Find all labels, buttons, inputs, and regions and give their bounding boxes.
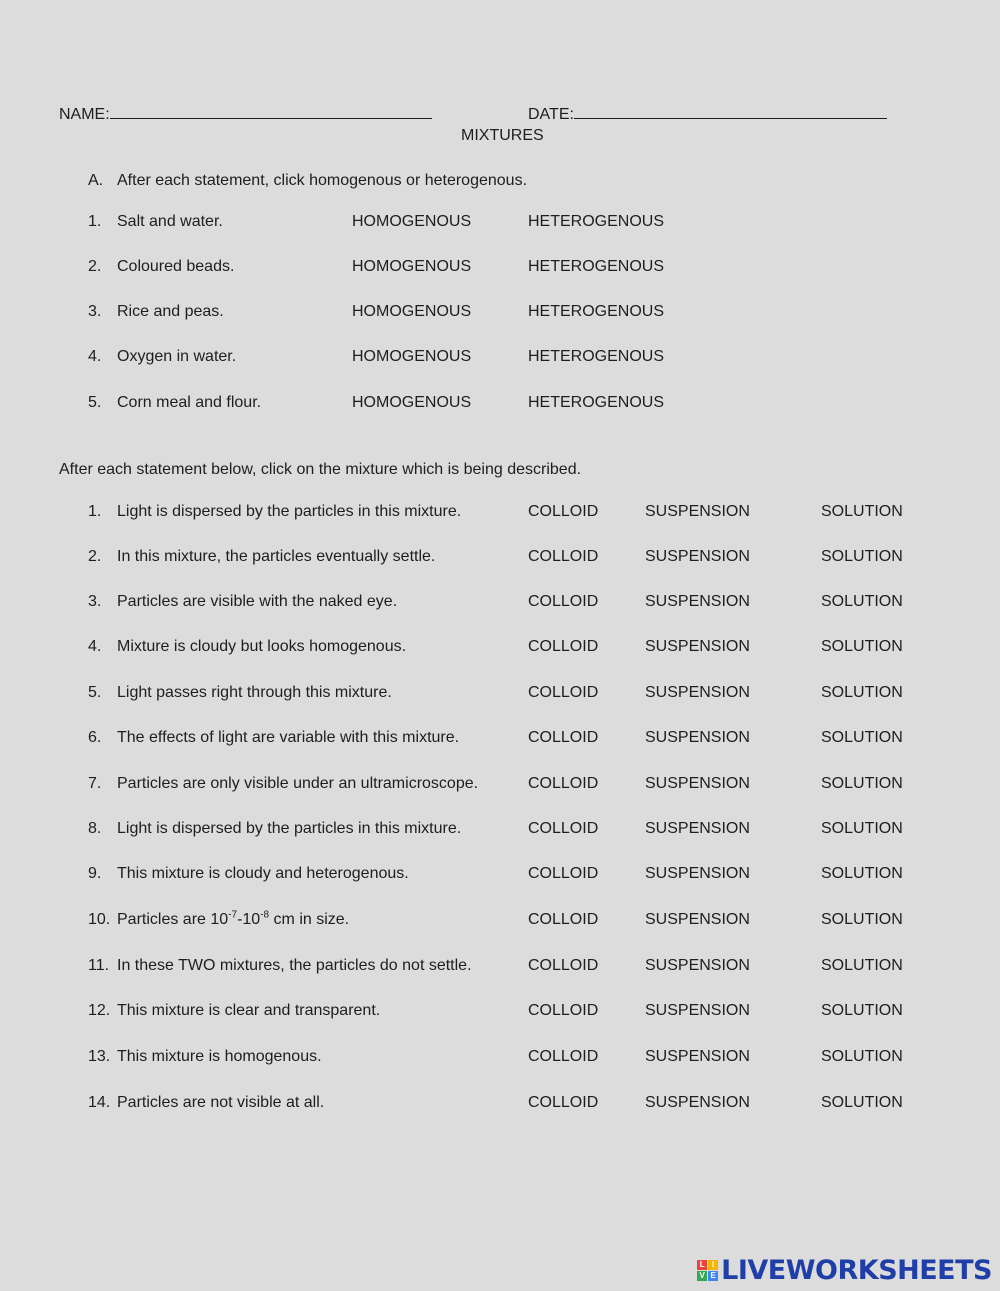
item-number: 2. — [88, 258, 102, 275]
item-number: 14. — [88, 1094, 111, 1111]
option-colloid[interactable]: COLLOID — [528, 775, 599, 792]
item-statement: Particles are only visible under an ultramicroscope. — [117, 775, 479, 792]
option-heterogenous[interactable]: HETEROGENOUS — [528, 258, 665, 275]
option-suspension[interactable]: SUSPENSION — [645, 503, 750, 520]
item-statement — [117, 911, 349, 929]
item-statement: The effects of light are variable with this mixture. — [117, 729, 460, 746]
option-heterogenous[interactable]: HETEROGENOUS — [528, 213, 665, 230]
option-suspension[interactable]: SUSPENSION — [645, 729, 750, 746]
section-a-row — [0, 213, 1000, 235]
option-heterogenous[interactable]: HETEROGENOUS — [528, 394, 665, 411]
item-statement: Particles are visible with the naked eye. — [117, 593, 398, 610]
option-colloid[interactable]: COLLOID — [528, 503, 599, 520]
item-number: 10. — [88, 911, 111, 928]
section-b-row — [0, 957, 1000, 979]
item-number: 9. — [88, 865, 102, 882]
option-suspension[interactable]: SUSPENSION — [645, 684, 750, 701]
option-solution[interactable]: SOLUTION — [821, 684, 903, 701]
item-statement: Oxygen in water. — [117, 348, 237, 365]
item-number: 8. — [88, 820, 102, 837]
option-heterogenous[interactable]: HETEROGENOUS — [528, 348, 665, 365]
option-suspension[interactable]: SUSPENSION — [645, 820, 750, 837]
statement-part-a: Particles are 10 — [117, 911, 229, 928]
item-number: 3. — [88, 303, 102, 320]
date-field[interactable] — [528, 104, 887, 125]
option-solution[interactable]: SOLUTION — [821, 911, 903, 928]
section-b-row — [0, 911, 1000, 933]
item-statement: Light passes right through this mixture. — [117, 684, 392, 701]
option-colloid[interactable]: COLLOID — [528, 911, 599, 928]
section-a-row — [0, 303, 1000, 325]
option-suspension[interactable]: SUSPENSION — [645, 1002, 750, 1019]
item-number: 5. — [88, 684, 102, 701]
option-homogenous[interactable]: HOMOGENOUS — [352, 348, 472, 365]
item-number: 13. — [88, 1048, 111, 1065]
option-colloid[interactable]: COLLOID — [528, 957, 599, 974]
statement-part-sup1: -7 — [228, 909, 238, 921]
option-homogenous[interactable]: HOMOGENOUS — [352, 213, 472, 230]
option-colloid[interactable]: COLLOID — [528, 593, 599, 610]
section-b-row — [0, 775, 1000, 797]
option-solution[interactable]: SOLUTION — [821, 1094, 903, 1111]
option-colloid[interactable]: COLLOID — [528, 638, 599, 655]
logo-square: L — [697, 1260, 707, 1270]
option-heterogenous[interactable]: HETEROGENOUS — [528, 303, 665, 320]
section-b-row — [0, 729, 1000, 751]
option-colloid[interactable]: COLLOID — [528, 1002, 599, 1019]
option-suspension[interactable]: SUSPENSION — [645, 775, 750, 792]
item-statement: This mixture is homogenous. — [117, 1048, 322, 1065]
item-statement: In this mixture, the particles eventually settle. — [117, 548, 436, 565]
option-homogenous[interactable]: HOMOGENOUS — [352, 258, 472, 275]
option-colloid[interactable]: COLLOID — [528, 548, 599, 565]
option-suspension[interactable]: SUSPENSION — [645, 957, 750, 974]
name-field[interactable] — [59, 104, 432, 125]
date-label: DATE: — [528, 106, 574, 123]
item-statement: Light is dispersed by the particles in this mixture. — [117, 820, 462, 837]
name-line — [110, 104, 432, 119]
section-a-row — [0, 394, 1000, 416]
section-b-row — [0, 1094, 1000, 1116]
date-line — [574, 104, 887, 119]
item-statement: Salt and water. — [117, 213, 223, 230]
option-colloid[interactable]: COLLOID — [528, 1094, 599, 1111]
option-suspension[interactable]: SUSPENSION — [645, 1048, 750, 1065]
section-b-row — [0, 865, 1000, 887]
liveworksheets-logo — [697, 1255, 992, 1285]
option-solution[interactable]: SOLUTION — [821, 548, 903, 565]
section-b-row — [0, 593, 1000, 615]
logo-square: V — [697, 1271, 707, 1281]
option-solution[interactable]: SOLUTION — [821, 775, 903, 792]
item-number: 4. — [88, 638, 102, 655]
page-title: MIXTURES — [461, 127, 544, 144]
option-solution[interactable]: SOLUTION — [821, 820, 903, 837]
option-suspension[interactable]: SUSPENSION — [645, 593, 750, 610]
item-number: 3. — [88, 593, 102, 610]
option-solution[interactable]: SOLUTION — [821, 638, 903, 655]
option-solution[interactable]: SOLUTION — [821, 1002, 903, 1019]
logo-square: I — [708, 1260, 718, 1270]
item-statement: Coloured beads. — [117, 258, 235, 275]
name-label: NAME: — [59, 106, 110, 123]
section-b-row — [0, 638, 1000, 660]
option-colloid[interactable]: COLLOID — [528, 865, 599, 882]
logo-square: E — [708, 1271, 718, 1281]
option-colloid[interactable]: COLLOID — [528, 1048, 599, 1065]
section-b-instruction: After each statement below, click on the mixture which is being described. — [59, 461, 582, 478]
item-statement: This mixture is clear and transparent. — [117, 1002, 381, 1019]
section-a-letter: A. — [88, 172, 104, 189]
section-a-row — [0, 258, 1000, 280]
option-suspension[interactable]: SUSPENSION — [645, 638, 750, 655]
item-statement: In these TWO mixtures, the particles do not settle. — [117, 957, 472, 974]
option-colloid[interactable]: COLLOID — [528, 729, 599, 746]
option-colloid[interactable]: COLLOID — [528, 820, 599, 837]
section-b-row — [0, 1002, 1000, 1024]
section-b-row — [0, 820, 1000, 842]
section-b-row — [0, 548, 1000, 570]
logo-text: LIVEWORKSHEETS — [721, 1254, 992, 1286]
option-suspension[interactable]: SUSPENSION — [645, 911, 750, 928]
option-solution[interactable]: SOLUTION — [821, 957, 903, 974]
item-number: 11. — [88, 957, 110, 974]
item-statement: This mixture is cloudy and heterogenous. — [117, 865, 409, 882]
option-colloid[interactable]: COLLOID — [528, 684, 599, 701]
statement-part-b: -10 — [237, 911, 261, 928]
option-solution[interactable]: SOLUTION — [821, 593, 903, 610]
item-number: 7. — [88, 775, 102, 792]
item-number: 1. — [88, 503, 102, 520]
item-number: 6. — [88, 729, 102, 746]
section-a-row — [0, 348, 1000, 370]
item-statement: Rice and peas. — [117, 303, 224, 320]
item-number: 12. — [88, 1002, 111, 1019]
option-homogenous[interactable]: HOMOGENOUS — [352, 394, 472, 411]
item-number: 1. — [88, 213, 102, 230]
option-solution[interactable]: SOLUTION — [821, 729, 903, 746]
option-solution[interactable]: SOLUTION — [821, 1048, 903, 1065]
section-b-row — [0, 1048, 1000, 1070]
option-homogenous[interactable]: HOMOGENOUS — [352, 303, 472, 320]
item-statement: Mixture is cloudy but looks homogenous. — [117, 638, 407, 655]
statement-part-sup2: -8 — [260, 909, 270, 921]
item-number: 4. — [88, 348, 102, 365]
option-suspension[interactable]: SUSPENSION — [645, 1094, 750, 1111]
section-b-row — [0, 684, 1000, 706]
item-number: 2. — [88, 548, 102, 565]
option-suspension[interactable]: SUSPENSION — [645, 548, 750, 565]
section-b-row — [0, 503, 1000, 525]
item-statement: Light is dispersed by the particles in this mixture. — [117, 503, 462, 520]
option-suspension[interactable]: SUSPENSION — [645, 865, 750, 882]
item-number: 5. — [88, 394, 102, 411]
item-statement: Particles are not visible at all. — [117, 1094, 325, 1111]
logo-grid-icon — [697, 1260, 718, 1281]
item-statement: Corn meal and flour. — [117, 394, 262, 411]
option-solution[interactable]: SOLUTION — [821, 865, 903, 882]
section-a-instruction: After each statement, click homogenous or heterogenous. — [117, 172, 528, 189]
statement-part-c: cm in size. — [269, 911, 350, 928]
option-solution[interactable]: SOLUTION — [821, 503, 903, 520]
